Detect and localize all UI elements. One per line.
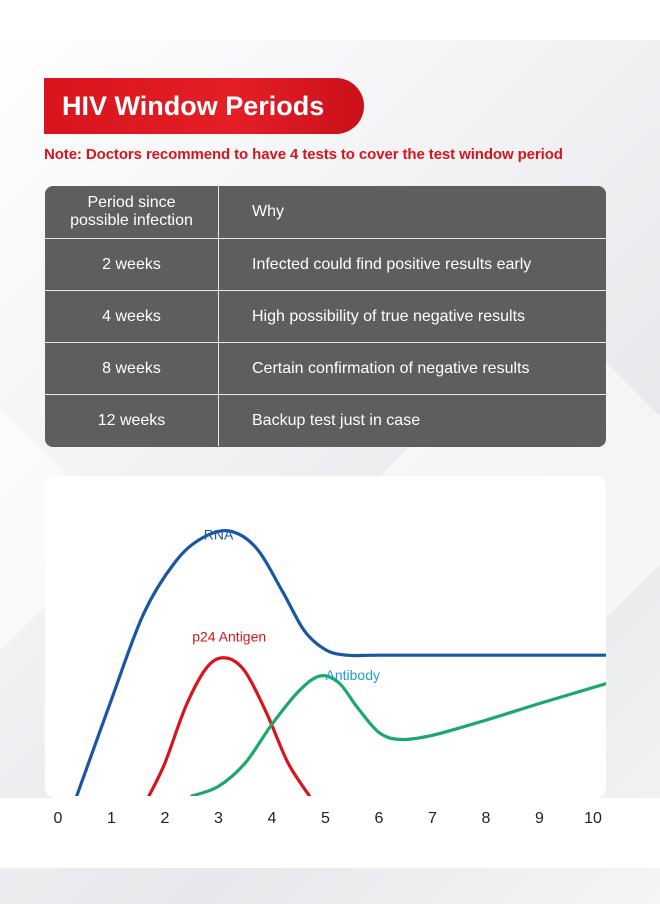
x-tick-label: 10 bbox=[584, 810, 602, 827]
column-header-why: Why bbox=[252, 203, 284, 220]
x-tick-label: 8 bbox=[481, 810, 491, 827]
reason-cell: Backup test just in case bbox=[252, 411, 421, 429]
x-tick-label: 1 bbox=[107, 810, 116, 827]
period-cell: 4 weeks bbox=[45, 291, 219, 342]
period-cell: 2 weeks bbox=[45, 239, 219, 290]
series-lines bbox=[77, 531, 609, 796]
x-tick-label: 6 bbox=[374, 810, 384, 827]
period-cell: 8 weeks bbox=[45, 343, 219, 394]
p24-antigen-series-label: p24 Antigen bbox=[192, 628, 267, 645]
reason-cell: Infected could find positive results early bbox=[252, 255, 532, 273]
antibody-series-label: Antibody bbox=[325, 667, 380, 684]
column-header-period: Period since possible infection bbox=[45, 186, 219, 238]
x-tick-label: 0 bbox=[53, 810, 63, 827]
period-cell: 12 weeks bbox=[45, 395, 219, 446]
reason-cell: Certain confirmation of negative results bbox=[252, 359, 530, 377]
x-tick-label: 3 bbox=[214, 810, 223, 827]
x-tick-label: 2 bbox=[160, 810, 170, 827]
rna-series-line bbox=[77, 531, 609, 796]
antibody-series-line bbox=[192, 676, 609, 796]
rna-series-label: RNA bbox=[203, 526, 234, 543]
page-title: HIV Window Periods bbox=[44, 78, 364, 134]
note-text: Note: Doctors recommend to have 4 tests to cover the test window period bbox=[44, 146, 563, 163]
p24-antigen-series-line bbox=[149, 658, 310, 796]
x-tick-label: 9 bbox=[535, 810, 544, 827]
reason-cell: High possibility of true negative results bbox=[252, 307, 526, 325]
x-tick-label: 4 bbox=[267, 810, 277, 827]
x-tick-label: 7 bbox=[428, 810, 437, 827]
x-tick-label: 5 bbox=[321, 810, 330, 827]
